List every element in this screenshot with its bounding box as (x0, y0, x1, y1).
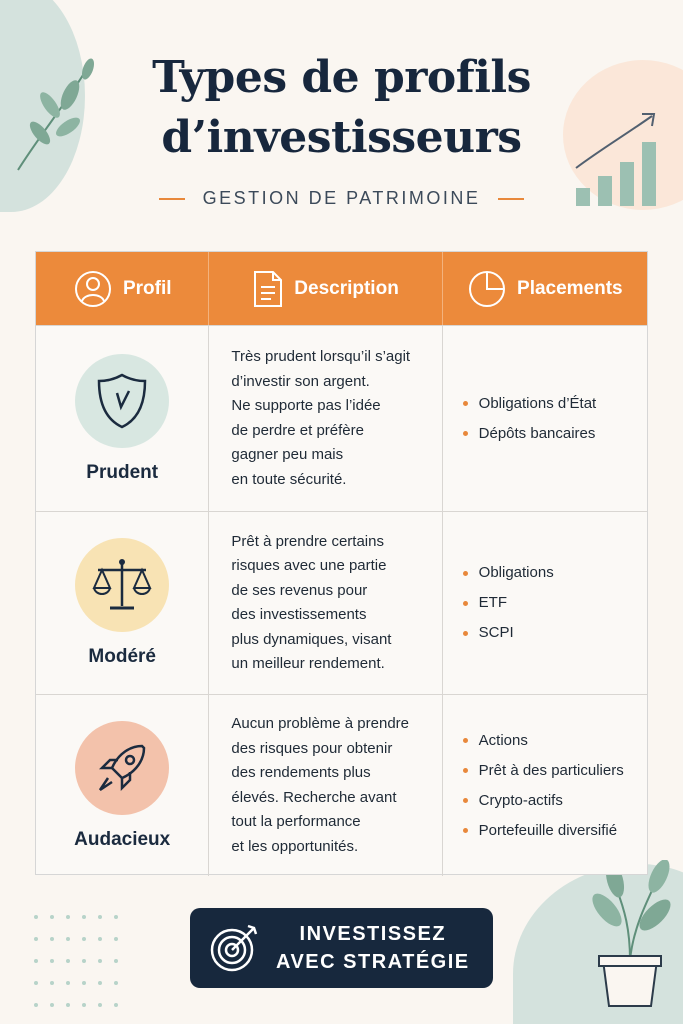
placement-item: Portefeuille diversifié (463, 816, 624, 846)
placement-item: Dépôts bancaires (463, 419, 597, 449)
table-row-modere (36, 511, 647, 694)
investor-profiles-table (35, 251, 648, 875)
shield-icon (95, 371, 149, 431)
placements-cell (443, 695, 647, 876)
profile-cell (36, 695, 209, 876)
placements-list (463, 558, 554, 648)
profile-cell (36, 326, 209, 511)
title-line-1: Types de profils (152, 52, 531, 103)
column-header-description (209, 252, 442, 325)
placement-item: ETF (463, 588, 554, 618)
placements-list (463, 726, 624, 846)
rocket-icon (92, 738, 152, 798)
placements-list (463, 389, 597, 449)
cta-label (276, 920, 470, 976)
placement-item: Obligations d’État (463, 389, 597, 419)
cta-line-2: AVEC STRATÉGIE (276, 951, 470, 973)
placements-cell (443, 326, 647, 511)
description-cell (209, 695, 442, 876)
potted-plant-icon (585, 860, 675, 1010)
page-title (0, 48, 683, 168)
column-header-placements (443, 252, 647, 325)
placement-item: Crypto-actifs (463, 786, 624, 816)
table-row-audacieux (36, 694, 647, 876)
profile-icon-badge (75, 354, 169, 448)
placement-item: SCPI (463, 618, 554, 648)
cta-line-1: INVESTISSEZ (299, 923, 447, 945)
profile-description: Très prudent lorsqu’il s’agit d’investir son argent. Ne supporte pas l’idée de perdre et préfère gagner peu mais en toute sécurité. (231, 348, 411, 488)
document-icon (252, 270, 284, 308)
table-header (36, 252, 647, 325)
description-cell (209, 326, 442, 511)
column-header-label: Placements (517, 277, 623, 299)
subtitle-divider-left (159, 198, 185, 200)
description-cell (209, 512, 442, 694)
placement-item: Actions (463, 726, 624, 756)
subtitle-row (0, 188, 683, 209)
user-icon (73, 269, 113, 309)
profile-name: Modéré (88, 646, 156, 667)
placements-cell (443, 512, 647, 694)
profile-name: Audacieux (74, 828, 171, 850)
title-line-2: d’investisseurs (161, 112, 522, 163)
placement-item: Obligations (463, 558, 554, 588)
pie-chart-icon (467, 269, 507, 309)
profile-cell (36, 512, 209, 694)
column-header-label: Profil (122, 277, 172, 299)
profile-icon-badge (75, 538, 169, 632)
table-row-prudent (36, 325, 647, 511)
profile-description: Prêt à prendre certains risques avec une partie de ses revenus pour des investissements plus dynamiques, visant un meilleur rendement. (231, 532, 392, 672)
cta-button[interactable] (190, 908, 493, 988)
profile-description: Aucun problème à prendre des risques pour obtenir des rendements plus élevés. Recherche avant tout la performance et les opportunités. (231, 715, 410, 855)
subtitle-divider-right (498, 198, 524, 200)
profile-name: Prudent (86, 461, 159, 483)
placement-item: Prêt à des particuliers (463, 756, 624, 786)
column-header-profil (36, 252, 209, 325)
column-header-label: Description (294, 277, 399, 299)
profile-icon-badge (75, 721, 169, 815)
target-icon (208, 922, 260, 974)
scale-icon (90, 556, 154, 614)
subtitle: GESTION DE PATRIMOINE (202, 188, 481, 208)
decorative-dots (34, 915, 130, 1007)
